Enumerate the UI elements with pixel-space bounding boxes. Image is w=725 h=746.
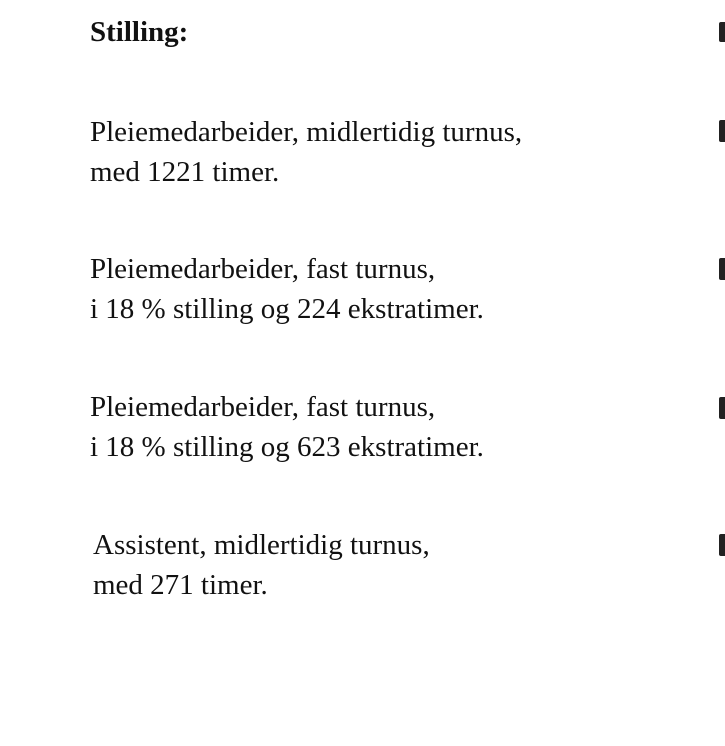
cropped-text-fragment: [719, 120, 725, 142]
position-title: Assistent, midlertidig turnus,: [93, 529, 430, 561]
position-entry: [93, 525, 430, 605]
position-entry: [90, 387, 484, 467]
cropped-text-fragment: [719, 258, 725, 280]
position-entry: [90, 112, 522, 192]
cropped-text-fragment: [719, 22, 725, 42]
position-title: Pleiemedarbeider, midlertidig turnus,: [90, 116, 523, 148]
position-entry: [90, 249, 484, 329]
position-title: Pleiemedarbeider, fast turnus,: [90, 253, 436, 285]
position-details: i 18 % stilling og 224 ekstratimer.: [90, 293, 484, 325]
position-details: i 18 % stilling og 623 ekstratimer.: [90, 431, 484, 463]
cropped-text-fragment: [719, 534, 725, 556]
position-details: med 1221 timer.: [90, 156, 280, 188]
cropped-text-fragment: [719, 397, 725, 419]
section-heading: Stilling:: [90, 16, 189, 48]
position-title: Pleiemedarbeider, fast turnus,: [90, 391, 436, 423]
position-details: med 271 timer.: [93, 569, 268, 601]
